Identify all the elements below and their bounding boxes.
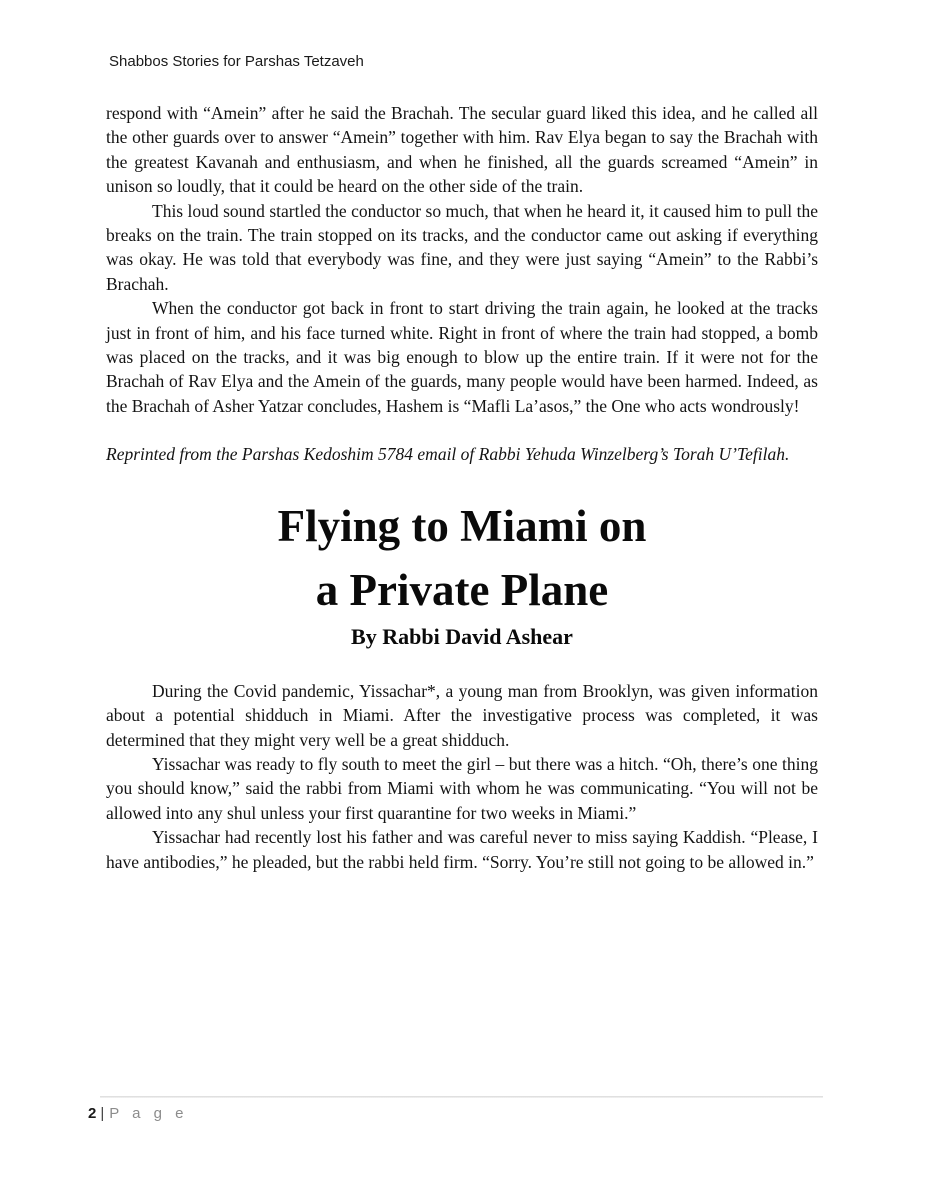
story-paragraph: Yissachar had recently lost his father and was careful never to miss saying Kaddish. “Please, I have antibodies,” he pleaded, but the rabbi held firm. “Sorry. You’re still not going to be allowed in.” [106, 827, 818, 872]
attribution-line: Reprinted from the Parshas Kedoshim 5784 email of Rabbi Yehuda Winzelberg’s Torah U’Tefilah. [106, 444, 790, 465]
story-title-line-1: Flying to Miami on [277, 500, 647, 551]
story-title-line-2: a Private Plane [315, 564, 609, 615]
document-header: Shabbos Stories for Parshas Tetzaveh [109, 53, 364, 70]
page-number: 2 [88, 1105, 97, 1122]
footer-divider-rule [100, 1096, 823, 1098]
footer-pipe: | [100, 1105, 105, 1122]
story-paragraph: Yissachar was ready to fly south to meet the girl – but there was a hitch. “Oh, there’s one thing you should know,” said the rabbi from Miami with whom he was communicating. “You will not be allowed into any shul unless your first quarantine for two weeks in Miami.” [106, 753, 818, 823]
page-footer [88, 1105, 188, 1122]
body-paragraph: This loud sound startled the conductor so much, that when he heard it, it caused him to pull the breaks on the train. The train stopped on its tracks, and the conductor came out asking if everything was okay. He was told that everybody was fine, and they were just saying “Amein” to the Rabbi’s Brachah. [106, 200, 818, 294]
body-paragraph: respond with “Amein” after he said the Brachah. The secular guard liked this idea, and he called all the other guards over to answer “Amein” together with him. Rav Elya began to say the Brachah with the greatest Kavanah and enthusiasm, and when he finished, all the guards screamed “Amein” in unison so loudly, that it could be heard on the other side of the train. [106, 103, 818, 197]
body-paragraph: When the conductor got back in front to start driving the train again, he looked at the tracks just in front of him, and his face turned white. Right in front of where the train had stopped, a bomb was placed on the tracks, and it was big enough to blow up the entire train. If it were not for the Brachah of Rav Elya and the Amein of the guards, many people would have been harmed. Indeed, as the Brachah of Asher Yatzar concludes, Hashem is “Mafli La’asos,” the One who acts wondrously! [106, 298, 818, 416]
document-content [106, 101, 818, 874]
page-label: P a g e [109, 1105, 189, 1122]
story-byline: By Rabbi David Ashear [351, 623, 573, 649]
story-paragraph: During the Covid pandemic, Yissachar*, a young man from Brooklyn, was given information about a potential shidduch in Miami. After the investigative process was completed, it was determined that they might very well be a great shidduch. [106, 680, 818, 750]
